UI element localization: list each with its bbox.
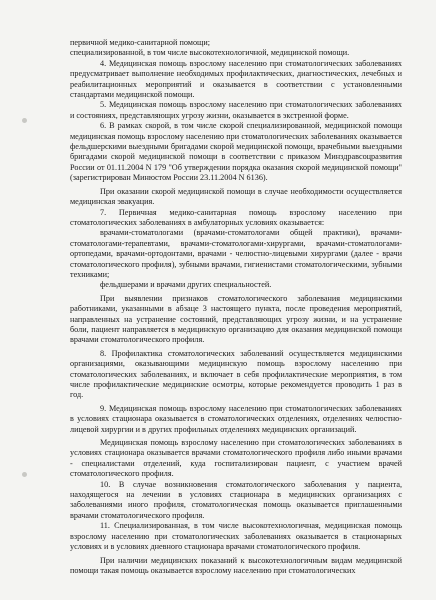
list-line-specialized-care: специализированной, в том числе высокотехнологичной, медицинской помощи. — [70, 48, 350, 58]
paragraph-item-6: 6. В рамках скорой, в том числе скорой специализированной, медицинской помощи медицинская помощь взрослому населению при стоматологических заболеваниях оказывается фельдшерскими выездными бригадами скорой медицинской помощи, врачебными выездными бригадами скорой медицинской помощи в соответствии с приказом Минздравсоцразвития России от 01.11.2004 N 179 "Об утверждении порядка оказания скорой медицинской помощи" (зарегистрирован Минюстом России 23.11.2004 N 6136). — [70, 121, 402, 183]
paragraph-dentists-list: врачами-стоматологами (врачами-стоматологами общей практики), врачами-стоматологами-терапевтами, врачами-стоматологами-хирургами, врачами-стоматологами-ортопедами, врачами-ортодонтами, врачами - челюстно-лицевыми хирургами (далее - врачи стоматологического профиля), зубными врачами, гигиенистами стоматологическими, зубными техниками; — [70, 228, 402, 279]
paragraph-item-7: 7. Первичная медико-санитарная помощь взрослому населению при стоматологических заболеваниях в амбулаторных условиях оказывается: — [70, 207, 402, 227]
list-line-primary-care: первичной медико-санитарной помощи; — [70, 38, 211, 47]
paragraph-item-8: 8. Профилактика стоматологических заболеваний осуществляется медицинскими организациями, оказывающими медицинскую помощь взрослому населению при стоматологических заболеваниях, и включает в себя профилактические мероприятия, в том числе профилактические медицинские осмотры, которые рекомендуется проводить 1 раз в год. — [70, 348, 402, 400]
paragraph-inpatient-care: Медицинская помощь взрослому населению при стоматологических заболеваниях в условиях стационара оказывается врачами стоматологического профиля либо иными врачами - специалистами отделений, куда госпитализирован пациент, с участием врачей стоматологического профиля. — [70, 438, 402, 479]
paragraph-item-9: 9. Медицинская помощь взрослому населению при стоматологических заболеваниях в условиях стационара оказывается в стоматологических отделениях, отделениях челюстно-лицевой хирургии и в других профильных отделениях медицинских организаций. — [70, 403, 402, 434]
punch-hole-mark — [22, 472, 27, 477]
paragraph-item-10: 10. В случае возникновения стоматологического заболевания у пациента, находящегося на лечении в условиях стационара в медицинских организациях с заболеваниями иного профиля, стоматологическая помощь оказывается приглашенными врачами стоматологического профиля. — [70, 479, 402, 520]
punch-hole-mark — [22, 118, 27, 123]
paragraph-item-5: 5. Медицинская помощь взрослому населению при стоматологических заболеваниях и состояниях, представляющих угрозу жизни, оказывается в экстренной форме. — [70, 100, 402, 120]
paragraph-item-4: 4. Медицинская помощь взрослому населению при стоматологических заболеваниях предусматривает выполнение необходимых профилактических, диагностических, лечебных и реабилитационных мероприятий и оказывается в соответствии с установленными стандартами медицинской помощи. — [70, 58, 402, 100]
paragraph-evacuation: При оказании скорой медицинской помощи в случае необходимости осуществляется медицинская эвакуация. — [70, 186, 402, 207]
paragraph-referral: При выявлении признаков стоматологического заболевания медицинскими работниками, указанными в абзаце 3 настоящего пункта, после проведения мероприятий, направленных на устранение состояний, представляющих угрозу жизни, и на устранение боли, пациент направляется в медицинскую организацию для оказания медицинской помощи врачами стоматологического профиля. — [70, 293, 402, 345]
paragraph-item-11: 11. Специализированная, в том числе высокотехнологичная, медицинская помощь взрослому населению при стоматологических заболеваниях оказывается в стационарных условиях и в условиях дневного стационара врачами стоматологического профиля. — [70, 521, 402, 552]
paragraph-high-tech-care: При наличии медицинских показаний к высокотехнологичным видам медицинской помощи такая помощь оказывается взрослому населению при стоматологических — [70, 555, 402, 575]
paragraph-paramedics: фельдшерами и врачами других специальностей. — [100, 280, 272, 290]
